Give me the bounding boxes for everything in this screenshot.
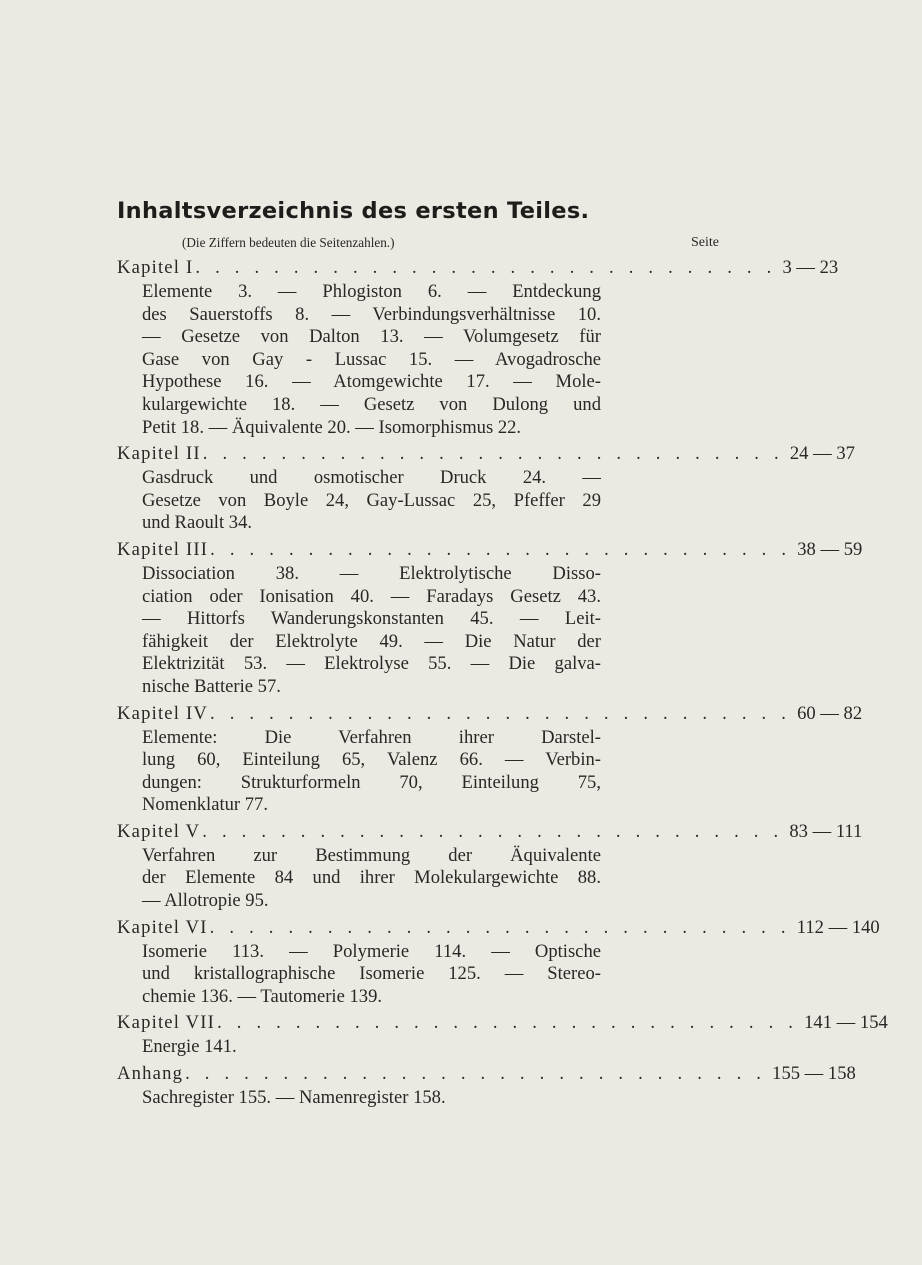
contents-line: — Gesetze von Dalton 13. — Volumgesetz für — [142, 326, 601, 348]
chapter-contents — [117, 1036, 719, 1059]
chapter-contents — [117, 941, 719, 1009]
chapter-heading-row — [117, 915, 880, 941]
chapter-page-range: 155 — 158 — [772, 1063, 856, 1085]
contents-line: Elektrizität 53. — Elektrolyse 55. — Die galva- — [142, 653, 601, 675]
chapter-page-range: 24 — 37 — [789, 443, 855, 465]
contents-line: und Raoult 34. — [142, 512, 253, 534]
chapter-title: Kapitel V — [117, 820, 201, 842]
dot-leader: . . . . . . . . . . . . . . . . . . . . . . . . . . . . . . — [210, 538, 792, 560]
chapter-page-range: 141 — 154 — [804, 1012, 888, 1034]
chapter-title: Kapitel VI — [117, 916, 208, 938]
contents-line: des Sauerstoffs 8. — Verbindungsverhältnisse 10. — [142, 303, 601, 325]
chapter-contents — [117, 727, 719, 817]
chapter-title: Anhang — [117, 1063, 184, 1085]
chapter-heading-row — [117, 1010, 888, 1036]
contents-line: Gasdruck und osmotischer Druck 24. — — [142, 467, 601, 489]
chapter-page-range: 38 — 59 — [797, 538, 863, 560]
dot-leader: . . . . . . . . . . . . . . . . . . . . . . . . . . . . . . — [209, 916, 791, 938]
dot-leader: . . . . . . . . . . . . . . . . . . . . . . . . . . . . . . — [210, 702, 792, 724]
contents-line: Elemente: Die Verfahren ihrer Darstel- — [142, 726, 601, 748]
contents-line: Isomerie 113. — Polymerie 114. — Optische — [142, 940, 601, 962]
toc-subheader — [117, 233, 719, 255]
contents-line: Energie 141. — [142, 1036, 237, 1058]
contents-line: lung 60, Einteilung 65, Valenz 66. — Verbin- — [142, 749, 601, 771]
chapter-title: Kapitel I — [117, 257, 194, 278]
contents-line: Dissociation 38. — Elektrolytische Disso- — [142, 562, 601, 584]
chapter-contents — [117, 1087, 719, 1110]
contents-line: Petit 18. — Äquivalente 20. — Isomorphismus 22. — [142, 416, 522, 438]
contents-line: der Elemente 84 und ihrer Molekulargewichte 88. — [142, 867, 601, 889]
toc-entry — [117, 255, 839, 439]
contents-line: kulargewichte 18. — Gesetz von Dulong und — [142, 393, 601, 415]
dot-leader: . . . . . . . . . . . . . . . . . . . . . . . . . . . . . . — [195, 257, 777, 278]
dot-leader: . . . . . . . . . . . . . . . . . . . . . . . . . . . . . . — [185, 1063, 767, 1085]
chapter-page-range: 83 — 111 — [789, 820, 863, 842]
page-number-note: (Die Ziffern bedeuten die Seitenzahlen.) — [182, 235, 395, 250]
contents-line: Gesetze von Boyle 24, Gay-Lussac 25, Pfeffer 29 — [142, 489, 601, 511]
chapter-heading-row — [117, 1061, 856, 1087]
toc-entry — [117, 915, 880, 1009]
contents-line: Hypothese 16. — Atomgewichte 17. — Mole- — [142, 371, 601, 393]
chapter-page-range: 60 — 82 — [797, 702, 863, 724]
contents-line: fähigkeit der Elektrolyte 49. — Die Natur der — [142, 630, 601, 652]
contents-line: Elemente 3. — Phlogiston 6. — Entdeckung — [142, 281, 601, 302]
chapter-heading-row — [117, 819, 863, 845]
contents-line: Gase von Gay - Lussac 15. — Avogadrosche — [142, 348, 601, 370]
toc-list — [117, 255, 888, 1110]
dot-leader: . . . . . . . . . . . . . . . . . . . . . . . . . . . . . . — [202, 443, 784, 465]
toc-entry — [117, 1061, 856, 1110]
contents-line: Verfahren zur Bestimmung der Äquivalente — [142, 844, 601, 866]
chapter-page-range: 3 — 23 — [782, 257, 839, 278]
seite-column-label: Seite — [691, 235, 719, 250]
toc-entry — [117, 819, 863, 913]
chapter-title: Kapitel II — [117, 443, 201, 465]
chapter-heading-row — [117, 255, 839, 281]
toc-entry — [117, 701, 863, 817]
contents-line: Sachregister 155. — Namenregister 158. — [142, 1087, 446, 1109]
chapter-page-range: 112 — 140 — [796, 916, 880, 938]
chapter-contents — [117, 563, 719, 699]
contents-line: — Hittorfs Wanderungskonstanten 45. — Leit- — [142, 608, 601, 630]
contents-line: ciation oder Ionisation 40. — Faradays Gesetz 43. — [142, 585, 601, 607]
toc-entry — [117, 1010, 888, 1059]
chapter-title: Kapitel III — [117, 538, 209, 560]
chapter-heading-row — [117, 537, 863, 563]
contents-line: Nomenklatur 77. — [142, 794, 268, 816]
contents-line: nische Batterie 57. — [142, 675, 281, 697]
contents-line: chemie 136. — Tautomerie 139. — [142, 985, 383, 1007]
chapter-title: Kapitel VII — [117, 1012, 216, 1034]
page-title: Inhaltsverzeichnis des ersten Teiles. — [117, 198, 590, 224]
contents-line: und kristallographische Isomerie 125. — Stereo- — [142, 963, 601, 985]
chapter-contents — [117, 281, 719, 439]
toc-entry — [117, 537, 863, 699]
chapter-contents — [117, 467, 719, 535]
contents-line: dungen: Strukturformeln 70, Einteilung 75, — [142, 771, 601, 793]
toc-entry — [117, 441, 855, 535]
chapter-heading-row — [117, 441, 855, 467]
chapter-contents — [117, 845, 719, 913]
chapter-title: Kapitel IV — [117, 702, 208, 724]
contents-line: — Allotropie 95. — [142, 890, 269, 912]
dot-leader: . . . . . . . . . . . . . . . . . . . . . . . . . . . . . . — [202, 820, 784, 842]
dot-leader: . . . . . . . . . . . . . . . . . . . . . . . . . . . . . . — [217, 1012, 799, 1034]
chapter-heading-row — [117, 701, 863, 727]
toc-page — [117, 196, 888, 1112]
